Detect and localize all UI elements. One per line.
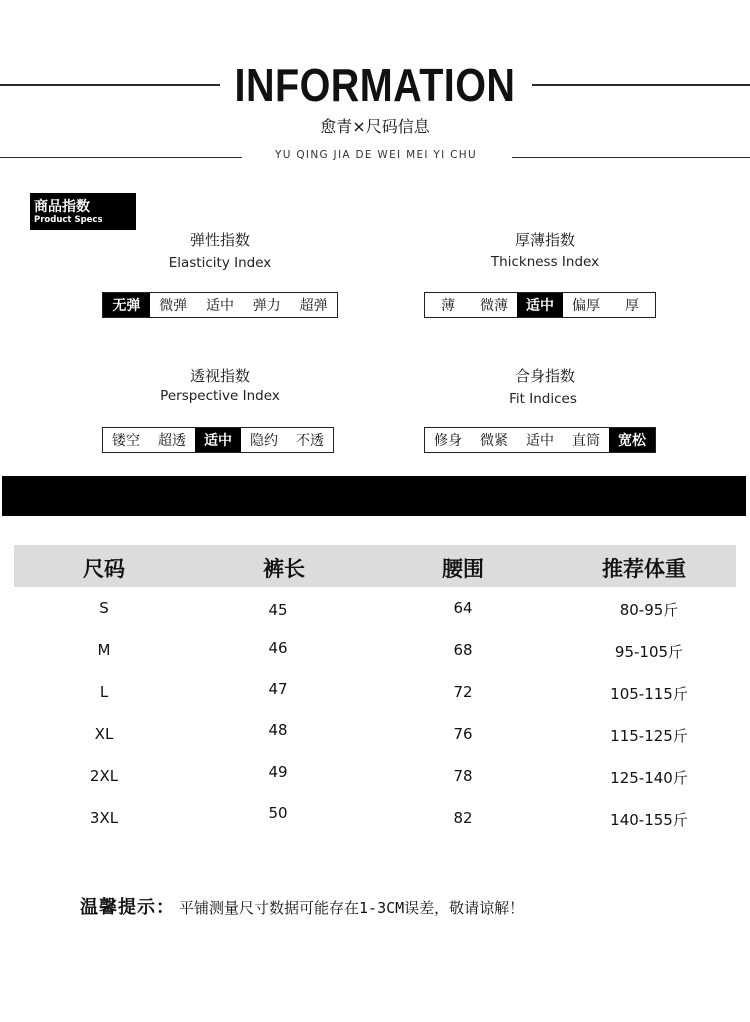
perspective-option: 适中 <box>195 428 241 452</box>
thickness-scale <box>424 292 656 318</box>
cell-length: 49 <box>268 763 288 781</box>
pinyin-rule-right <box>512 157 750 158</box>
tip-text: 平铺测量尺寸数据可能存在1-3CM误差，敬请谅解！ <box>179 899 525 917</box>
cell-size: XL <box>94 725 114 743</box>
product-specs-tag <box>30 193 136 230</box>
cell-size: L <box>99 683 109 701</box>
thickness-option: 薄 <box>441 298 455 314</box>
cell-length: 48 <box>268 721 288 739</box>
cell-size: 3XL <box>89 809 119 827</box>
cell-weight: 105-115斤 <box>610 685 688 703</box>
cell-size: 2XL <box>89 767 119 785</box>
cell-waist: 68 <box>453 641 473 659</box>
thickness-subtitle: Thickness Index <box>490 254 600 270</box>
cell-weight: 125-140斤 <box>610 769 688 787</box>
cell-weight: 140-155斤 <box>610 811 688 829</box>
measurement-tip <box>80 893 524 919</box>
cell-length: 45 <box>268 601 288 619</box>
elasticity-option: 弹力 <box>252 298 281 314</box>
product-specs-tag-zh: 商品指数 <box>34 199 90 215</box>
fit-option: 适中 <box>526 433 554 449</box>
header-weight: 推荐体重 <box>602 557 686 581</box>
header-length: 裤长 <box>263 557 305 581</box>
fit-subtitle: Fit Indices <box>509 391 577 407</box>
elasticity-subtitle: Elasticity Index <box>168 255 272 271</box>
thickness-option: 适中 <box>517 293 563 317</box>
elasticity-scale <box>102 292 338 318</box>
cell-size: M <box>97 641 111 659</box>
elasticity-option: 超弹 <box>299 298 328 314</box>
size-table-header <box>14 545 736 587</box>
fit-option: 直筒 <box>572 433 600 449</box>
pinyin-caption: YU QING JIA DE WEI MEI YI CHU <box>275 149 477 161</box>
cell-weight: 115-125斤 <box>610 727 688 745</box>
fit-option: 宽松 <box>609 428 655 452</box>
header-size: 尺码 <box>83 557 125 581</box>
cell-waist: 76 <box>453 725 473 743</box>
elasticity-option: 微弹 <box>159 298 188 314</box>
perspective-scale <box>102 427 334 453</box>
perspective-option: 镂空 <box>112 433 140 449</box>
fit-option: 微紧 <box>480 433 508 449</box>
thickness-option: 微薄 <box>480 298 508 314</box>
perspective-option: 隐约 <box>250 433 278 449</box>
cell-weight: 80-95斤 <box>619 601 679 619</box>
elasticity-option: 适中 <box>205 298 234 314</box>
perspective-subtitle: Perspective Index <box>160 388 280 404</box>
elasticity-title: 弹性指数 <box>189 231 250 249</box>
cell-waist: 82 <box>453 809 473 827</box>
cell-length: 47 <box>268 680 288 698</box>
fit-option: 修身 <box>434 433 462 449</box>
cell-weight: 95-105斤 <box>614 643 684 661</box>
perspective-title: 透视指数 <box>189 367 250 385</box>
section-divider-band <box>2 476 746 516</box>
cell-waist: 64 <box>453 599 473 617</box>
cell-waist: 72 <box>453 683 473 701</box>
cell-size: S <box>99 599 109 617</box>
perspective-option: 超透 <box>158 433 186 449</box>
cell-waist: 78 <box>453 767 473 785</box>
perspective-option: 不透 <box>296 433 324 449</box>
pinyin-rule-left <box>0 157 242 158</box>
pinyin-row <box>0 148 750 168</box>
elasticity-option: 无弹 <box>103 293 150 317</box>
fit-scale <box>424 427 656 453</box>
tip-label: 温馨提示： <box>80 897 175 918</box>
thickness-option: 厚 <box>625 298 639 314</box>
cell-length: 50 <box>268 804 288 822</box>
page-title: INFORMATION <box>234 59 516 111</box>
thickness-title: 厚薄指数 <box>514 231 575 249</box>
fit-title: 合身指数 <box>514 367 575 385</box>
header-waist: 腰围 <box>442 557 484 581</box>
product-specs-tag-en: Product Specs <box>34 215 103 225</box>
cell-length: 46 <box>268 639 288 657</box>
page-subtitle: 愈青×尺码信息 <box>320 117 430 136</box>
thickness-option: 偏厚 <box>572 298 600 314</box>
